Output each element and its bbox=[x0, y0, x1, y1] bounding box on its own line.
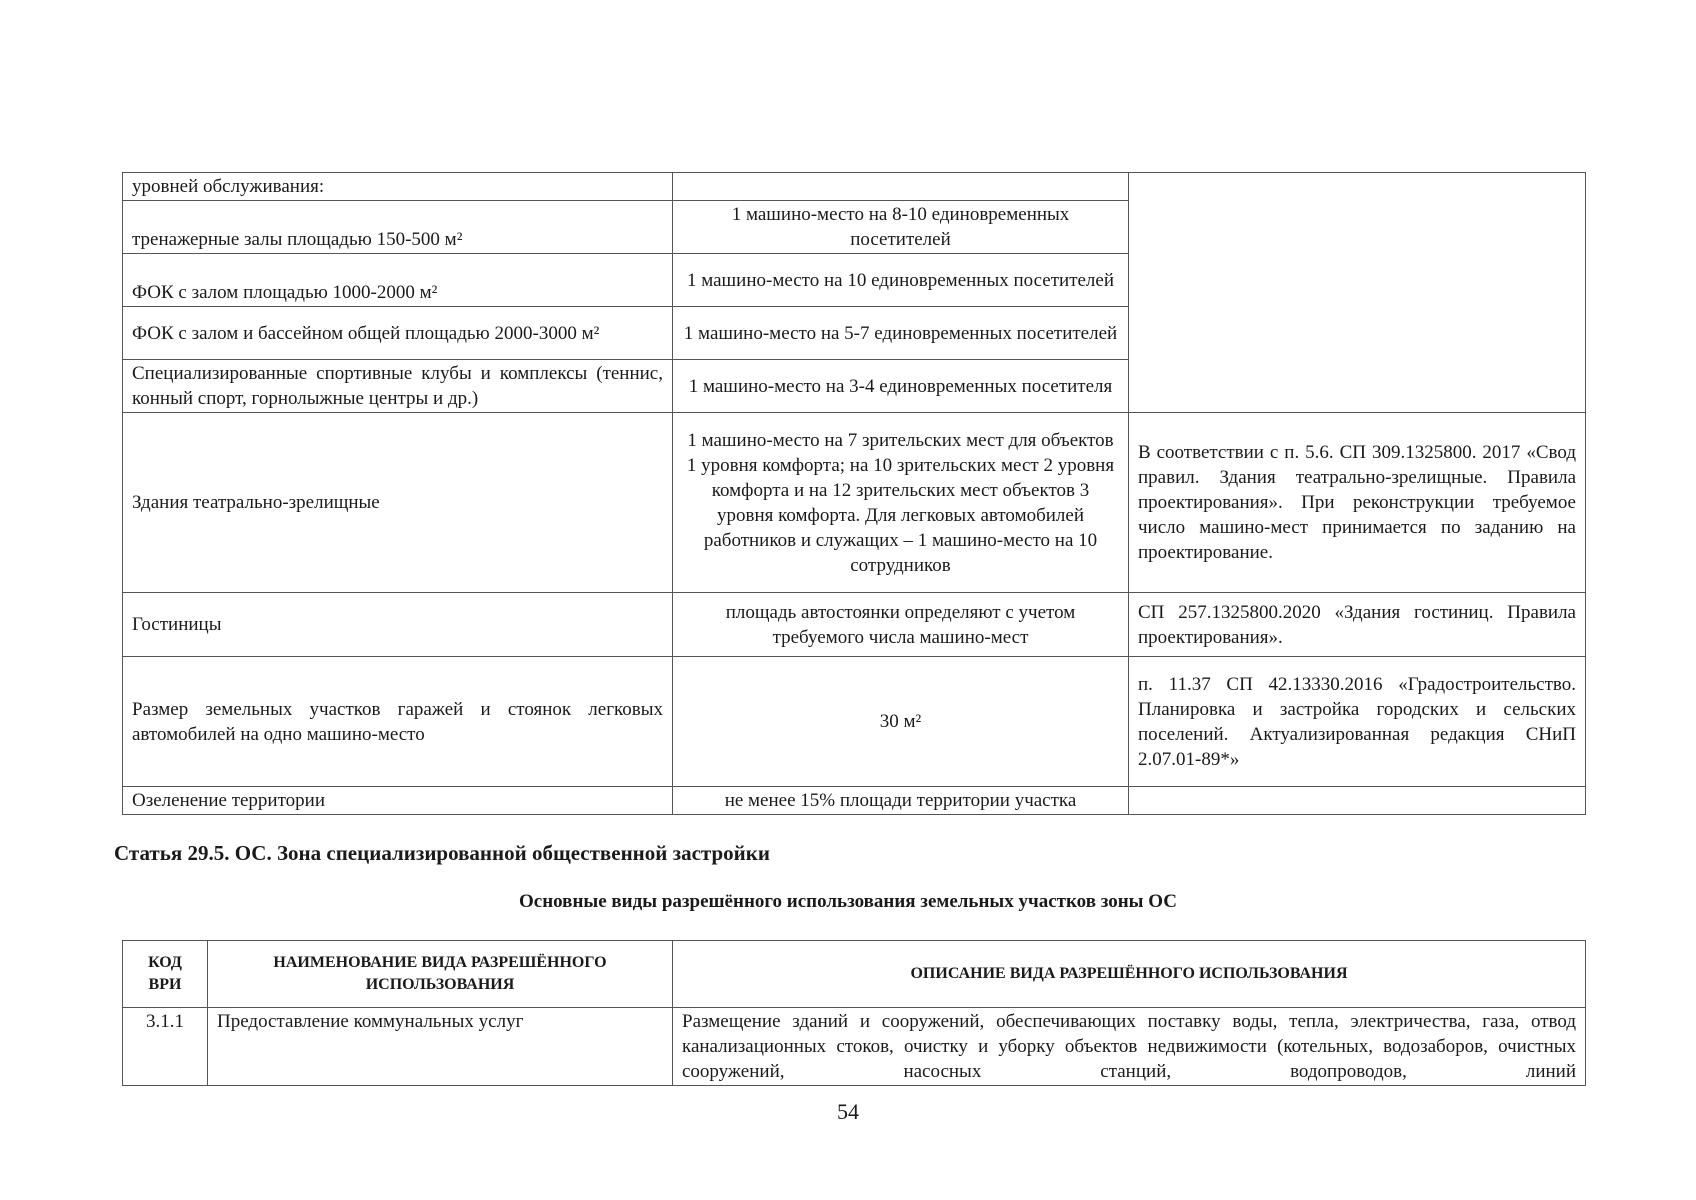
table-row bbox=[123, 1008, 1586, 1086]
table-cell: 1 машино-место на 3-4 единовременных посетителя bbox=[673, 360, 1129, 413]
table-cell: ФОК с залом и бассейном общей площадью 2000-3000 м² bbox=[123, 307, 673, 360]
table-cell: 30 м² bbox=[673, 657, 1129, 787]
column-header-code: КОД ВРИ bbox=[123, 941, 208, 1008]
table-cell: п. 11.37 СП 42.13330.2016 «Градостроительство. Планировка и застройка городских и сельских поселений. Актуализированная редакция СНиП 2.07.01-89*» bbox=[1129, 657, 1586, 787]
table-cell bbox=[1129, 787, 1586, 815]
table-cell: Здания театрально-зрелищные bbox=[123, 413, 673, 593]
table-cell: Озеленение территории bbox=[123, 787, 673, 815]
table-cell-description: Размещение зданий и сооружений, обеспечивающих поставку воды, тепла, электричества, газа, отвод канализационных стоков, очистку и уборку объектов недвижимости (котельных, водозаборов, очистных сооружений, насосных станций, водопроводов, линий bbox=[673, 1008, 1586, 1086]
table-row bbox=[123, 173, 1586, 201]
table-cell: Гостиницы bbox=[123, 593, 673, 657]
table-cell: ФОК с залом площадью 1000-2000 м² bbox=[123, 254, 673, 307]
table-cell: тренажерные залы площадью 150-500 м² bbox=[123, 201, 673, 254]
table-cell: уровней обслуживания: bbox=[123, 173, 673, 201]
table-cell: СП 257.1325800.2020 «Здания гостиниц. Правила проектирования». bbox=[1129, 593, 1586, 657]
table-cell-name: Предоставление коммунальных услуг bbox=[208, 1008, 673, 1086]
table-cell-code: 3.1.1 bbox=[123, 1008, 208, 1086]
table-row bbox=[123, 657, 1586, 787]
table-cell: 1 машино-место на 7 зрительских мест для объектов 1 уровня комфорта; на 10 зрительских мест 2 уровня комфорта и на 12 зрительских мест объектов 3 уровня комфорта. Для легковых автомобилей работников и служащих – 1 машино-место на 10 сотрудников bbox=[673, 413, 1129, 593]
table-row bbox=[123, 413, 1586, 593]
table-cell: не менее 15% площади территории участка bbox=[673, 787, 1129, 815]
table-cell: Специализированные спортивные клубы и комплексы (теннис, конный спорт, горнолыжные центры и др.) bbox=[123, 360, 673, 413]
table-row bbox=[123, 593, 1586, 657]
table-row bbox=[123, 787, 1586, 815]
permitted-use-table bbox=[122, 940, 1586, 1086]
table-cell-merged bbox=[1129, 173, 1586, 413]
table-cell: 1 машино-место на 10 единовременных посетителей bbox=[673, 254, 1129, 307]
table-header-row bbox=[123, 941, 1586, 1008]
column-header-name: НАИМЕНОВАНИЕ ВИДА РАЗРЕШЁННОГО ИСПОЛЬЗОВАНИЯ bbox=[208, 941, 673, 1008]
table-cell: В соответствии с п. 5.6. СП 309.1325800. 2017 «Свод правил. Здания театрально-зрелищные. Правила проектирования». При реконструкции требуемое число машино-мест принимается по заданию на проектирование. bbox=[1129, 413, 1586, 593]
column-header-description: ОПИСАНИЕ ВИДА РАЗРЕШЁННОГО ИСПОЛЬЗОВАНИЯ bbox=[673, 941, 1586, 1008]
table-cell: площадь автостоянки определяют с учетом требуемого числа машино-мест bbox=[673, 593, 1129, 657]
table-cell: Размер земельных участков гаражей и стоянок легковых автомобилей на одно машино-место bbox=[123, 657, 673, 787]
table-cell bbox=[673, 173, 1129, 201]
page-number: 54 bbox=[837, 1099, 859, 1124]
parking-norms-table bbox=[122, 172, 1586, 815]
table-cell: 1 машино-место на 8-10 единовременных посетителей bbox=[673, 201, 1129, 254]
section-subheading: Основные виды разрешённого использования земельных участков зоны ОС bbox=[519, 891, 1177, 912]
article-heading: Статья 29.5. ОС. Зона специализированной общественной застройки bbox=[114, 841, 770, 865]
table-cell: 1 машино-место на 5-7 единовременных посетителей bbox=[673, 307, 1129, 360]
